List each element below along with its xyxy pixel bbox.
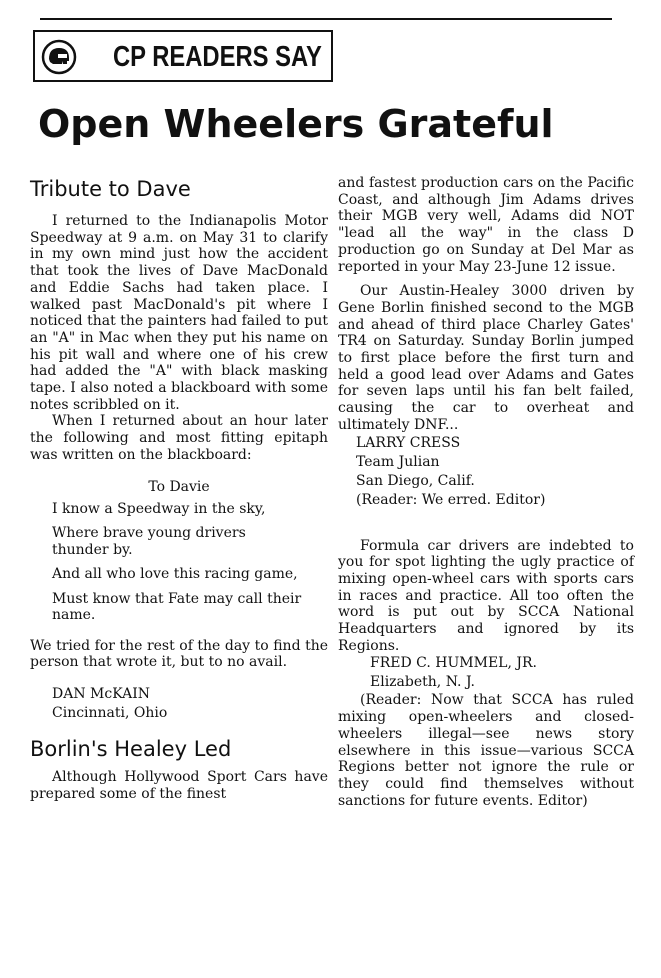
signature-name: FRED C. HUMMEL, JR.	[370, 655, 537, 672]
subhead-tribute: Tribute to Dave	[30, 177, 191, 201]
signature-place: Elizabeth, N. J.	[370, 674, 475, 691]
tribute-paragraph-2: When I returned about an hour later the following and most fitting epitaph was written on the blackboard:	[30, 413, 328, 463]
signature-place: San Diego, Calif.	[356, 472, 475, 489]
healey-paragraph-2: Our Austin-Healey 3000 driven by Gene Borlin finished second to the MGB and ahead of third place Charley Gates' TR4 on Saturday. Sunday Borlin jumped to first place before the first turn and held a good lead over Adams and Gates for seven laps until his fan belt failed, causing the car to overheat and ultimately DNF...	[338, 283, 634, 433]
subhead-healey: Borlin's Healey Led	[30, 736, 232, 761]
poem-line: Where brave young drivers thunder by.	[52, 525, 246, 558]
formula-paragraph-1: Formula car drivers are indebted to you for spot lighting the ugly practice of mixing open-wheel cars with sports cars in races and practice. All too often the word is put out by SCCA National Headquarters and ignored by its Regions.	[338, 537, 634, 654]
poem-line: And all who love this racing game,	[52, 566, 298, 583]
signature-name: LARRY CRESS	[356, 434, 461, 451]
healey-paragraph-1-start: Although Hollywood Sport Cars have prepared some of the finest	[30, 768, 328, 802]
tribute-paragraph-3: We tried for the rest of the day to find the person that wrote it, but to no avail.	[30, 637, 328, 671]
healey-paragraph-1-continued: and fastest production cars on the Pacific Coast, and although Jim Adams drives their MGB very well, Adams did NOT "lead all the way" in the class D production go on Sunday at Del Mar as reported in your May 23-June 12 issue.	[338, 175, 634, 275]
headline: Open Wheelers Grateful	[38, 102, 554, 146]
signature-team: Team Julian	[356, 453, 440, 470]
poem-line: Must know that Fate may call their name.	[52, 590, 302, 624]
helmet-logo-icon	[41, 39, 77, 75]
editor-note: (Reader: Now that SCCA has ruled mixing open-wheelers and closed-wheelers illegal—see news story elsewhere in this issue—various SCCA Regions better not ignore the rule or they could find themselves without sanctions for future events. Editor)	[338, 692, 634, 809]
poem-line: I know a Speedway in the sky,	[52, 500, 266, 517]
right-column	[338, 175, 634, 809]
tribute-paragraph-1: I returned to the Indianapolis Motor Speedway at 9 a.m. on May 31 to clarify in my own mind just how the accident that took the lives of Dave MacDonald and Eddie Sachs had taken place. I walked past MacDonald's pit where I noticed that the painters had failed to put an "A" in Mac when they put his name on his pit wall and where one of his crew had added the "A" with black masking tape. I also noted a blackboard with some notes scribbled on it.	[30, 213, 328, 413]
editor-note: (Reader: We erred. Editor)	[356, 491, 546, 508]
left-column	[30, 175, 328, 802]
department-banner	[33, 30, 333, 82]
top-rule	[40, 18, 612, 20]
signature-name: DAN McKAIN	[52, 685, 150, 702]
signature-place: Cincinnati, Ohio	[52, 704, 168, 721]
department-label: CP READERS SAY	[113, 41, 322, 73]
poem-title: To Davie	[148, 478, 210, 495]
